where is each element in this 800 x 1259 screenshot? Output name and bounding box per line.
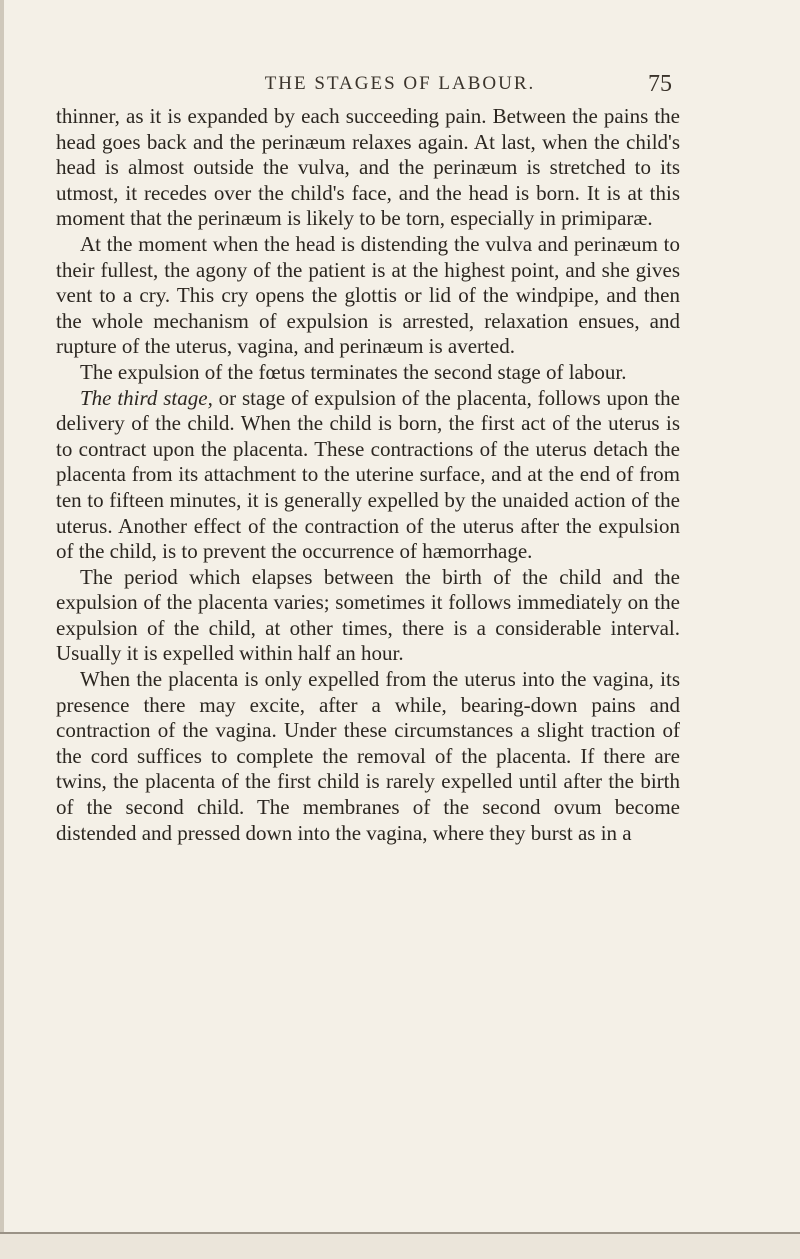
paragraph: The period which elapses between the birth of the child and the expulsion of the placenta varies; sometimes it follows immediately on the expulsion of the child, at other times, there is a considerable interval. Usually it is expelled within half an hour. xyxy=(56,564,680,666)
running-header xyxy=(0,66,800,100)
third-stage-text: or stage of expulsion of the placenta, follows upon the delivery of the child. When the child is born, the first act of the uterus is to contract upon the placenta. These contractions of the uterus detach the placenta from its attachment to the uterine surface, and at the end of from ten to fifteen minutes, it is generally expelled by the unaided action of the uterus. Another effect of the contraction of the uterus after the expulsion of the child, is to prevent the occurrence of hæmorrhage. xyxy=(56,385,681,564)
paragraph: When the placenta is only expelled from the uterus into the vagina, its presence there may excite, after a while, bearing-down pains and contraction of the vagina. Under these circumstances a slight traction of the cord suffices to complete the removal of the placenta. If there are twins, the placenta of the first child is rarely expelled until after the birth of the second child. The membranes of the second ovum become distended and pressed down into the vagina, where they burst as in a xyxy=(56,667,680,845)
running-title: THE STAGES OF LABOUR. xyxy=(264,73,536,94)
paragraph-continued: thinner, as it is expanded by each succeeding pain. Between the pains the head goes back and the perinæum relaxes again. At last, when the child's head is almost outside the vulva, and the perinæum is stretched to its utmost, it recedes over the child's face, and the head is born. It is at this moment that the perinæum is likely to be torn, especially in primiparæ. xyxy=(56,104,680,231)
paragraph-third-stage xyxy=(56,386,680,565)
bottom-margin xyxy=(0,1234,800,1259)
paragraph: At the moment when the head is distending the vulva and perinæum to their fullest, the agony of the patient is at the highest point, and she gives vent to a cry. This cry opens the glottis or lid of the windpipe, and then the whole mechanism of expulsion is arrested, relaxation ensues, and rupture of the uterus, vagina, and perinæum is averted. xyxy=(56,231,680,359)
paragraph: The expulsion of the fœtus terminates the second stage of labour. xyxy=(80,359,627,384)
third-stage-heading: The third stage, xyxy=(80,385,213,410)
page-number: 75 xyxy=(648,71,672,97)
body-text xyxy=(56,104,680,846)
page-left-edge xyxy=(0,0,4,1259)
